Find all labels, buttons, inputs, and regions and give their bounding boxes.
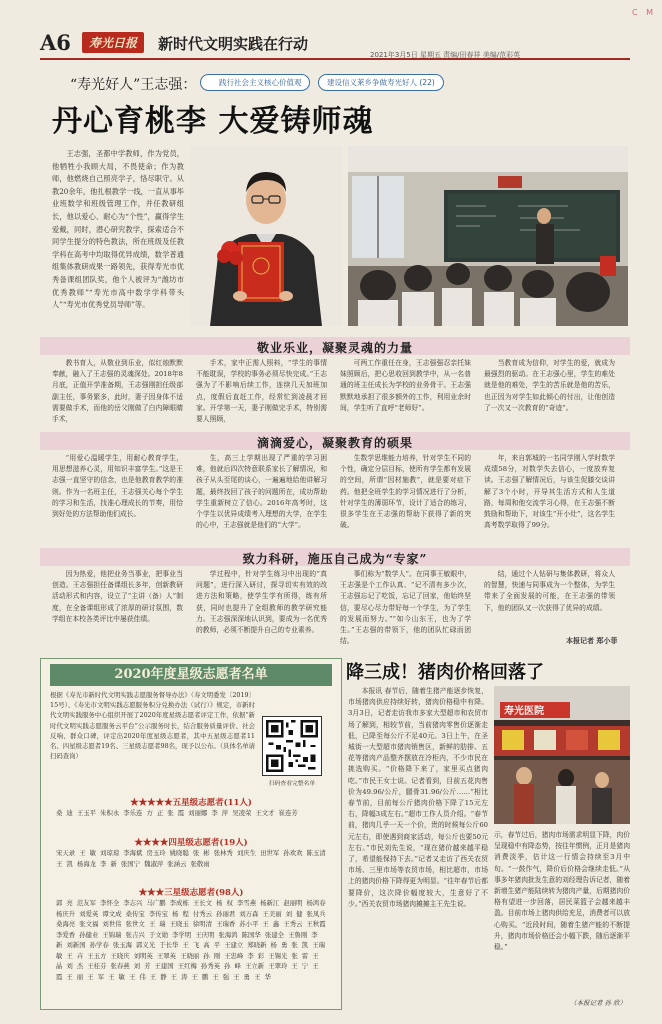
section-2-col-3: 生数学思维能力培养，针对学生不同的个性，确定分层目标，使所有学生都有发展的空间，所谓“因材施教”，就是要对症下药。他把全班学生的学习情况进行了分析，针对学生的薄弱环节，设计了适合的练习，很多学生在王志强的帮助下获得了新的突破。 <box>340 454 471 530</box>
qr-code-graphic <box>266 720 318 772</box>
qr-caption: 扫码查看完整名单 <box>268 781 316 787</box>
section-1-col-2: 手术，家中正需人照料，“学生的事情不能耽误，学校的事务必须尽快完成。”王志强为了不影响后续工作，连续几天加班加点，度假后直赶工作，经常忙到凌晨才回家。开学第一天，妻子刚做完手术，特别需要人照顾， <box>196 359 327 424</box>
qr-code-icon[interactable] <box>262 716 322 776</box>
three-star-names: 郭 亮 范友军 李怀全 李志兴 马广鹏 李成栋 王长文 杨 权 李雪燕 杨新江 赵丽明 杨鸿春 杨庆升 刘爱英 谭文成 桑传宝 李传宝 杨 程 付秀云 孙丽君 刘万森 王美丽 刘 健 张凤兵 桑海亮 张文福 刘世伟 张世文 王 瑞 王晓玉 徐明清 王瑞香 苏小平 王 鑫 王秀云 王秋霞 李爱香 孙健业 王锦瑞 张吉兴 于文勋 李学明 王庆明 张海鸿 陈国华 张建全 王鲁刚 李 新 刘新国 孙学春 张玉海 郭义光 于长华 王 飞 高 平 王建立 郑晓新 杨 勇 张 凯 王瑞敏 王 卉 王玉方 王晓庆 刘明英 王翠英 王晓丽 孙 刚 王忠峰 李 彩 王锡光 张 雷 王 晶 刘 杰 王桂芬 张春燕 刘 芳 王建国 王红梅 孙秀英 孙 峰 王立新 王翠玲 王 宁 王 霞 王 丽 王 军 王 敏 王 伟 王 静 王 涛 王 鹏 王 强 王 勇 王 华 <box>56 899 326 981</box>
column-tag: 践行社会主义核心价值观 <box>200 74 310 91</box>
article-intro: 王志强，圣都中学教师，作为党员，他牺牲小我顾大局，不畏使命；作为教师，他燃烧自己照亮学子，恪尽职守。从教20余年，他扎根教学一线，一直从事毕业班数学和班级管理工作，并任教研组长，他以爱心、耐心为“个性”，赢得学生爱戴，同时，潜心研究教学，探索适合不同学生提分的特色教法，所在班级及任教学科在高考中均取得优异成绩，数学普通组集体教研成果一路领先，获得寿光市优秀备课组团队奖，他个人被评为“潍坊市优秀教师”“寿光市高中数学学科带头人”“寿光市优秀党员导师”等。 <box>52 149 184 310</box>
classroom-illustration <box>348 146 628 326</box>
four-star-heading: ★★★★四星级志愿者(19人) <box>134 838 248 848</box>
store-sign: 寿光医院 <box>504 706 544 717</box>
news-body-left: 本报讯 春节后，随着生猪产能逐步恢复，市场猪肉供应持续好转，猪肉价格稳中有降。3月3日，记者走访我市多家大型超市和农贸市场了解到，相较节前，当前猪肉零售价逐渐走低，已降至每公斤不足40元。3日上午，在圣城街一大型超市猪肉销售区，新鲜的肋排、五花等猪肉产品整齐摆放在冷柜内，不少市民在挑选购买。“价格降下来了，家里买点猪肉吃。”市民王女士说。记者看到，目前五花肉售价为49.96/公斤，腿骨31.96/公斤……“相比春节前，目前每公斤猪肉价格下降了15元左右，降幅3成左右。”超市工作人员介绍。“春节前，猪肉几乎一天一个价，贵的时候每公斤60元左右，即使遇到商家活动，每公斤也要50元左右。”市民刘先生说，“现在猪价越来越平稳了，希望能保持下去。”记者又走访了西关农贸市场、三里市场等农贸市场，相比超市，市场上的猪肉价格下降得更为明显。“往年春节后都要降价，这次降价幅度较大，生意好了不少。”西关农贸市场猪肉摊摊主王先生说。 <box>348 687 488 908</box>
section-3-col-4: 结，通过个人钻研与集体教研，将众人的智慧，快速与同事成为一个整体，为学生带来了全面发展的可能，在王志强的带领下，他的团队又一次获得了优异的成绩。 <box>484 570 615 612</box>
section-title-1: 敬业乐业，凝聚灵魂的力量 <box>256 341 413 355</box>
article-headline: 丹心育桃李 大爱铸师魂 <box>52 104 374 139</box>
five-star-heading: ★★★★★五星级志愿者(11人) <box>130 798 252 808</box>
section-1-col-3: 可两工作重任在身，王志强强忍亲托妹妹照顾后，把心思收回到教学中，从一名普通的班主任成长为学校的业务骨干。王志强默默地承担了很多额外的工作，利用业余时间，学生听了直呼“老师好”。 <box>340 359 471 412</box>
date-line: 2021年3月5日 星期五 责编/田春祥 美编/范彩英 <box>370 51 521 59</box>
page-header <box>40 26 630 60</box>
section-1-col-1: 教书育人，从敬业到乐业，似红烛默默奉献，融入了王志强的灵魂深处。2018年8月底，正值开学准备期，王志强刚担任级部副主任，事务繁多，此时，妻子因身体不适需要做手术，而他的岳父刚做了白内障眼睛手术， <box>52 359 183 424</box>
four-star-names: 宋天录 王 敏 刘琼琼 李海斌 房玉玲 姚晓聪 张 彬 张林秀 刘庆生 田世军 孙欢欢 陈玉清 王 凯 杨海龙 李 新 张国宁 魏淑萍 张涵云 张敬雨 <box>56 849 326 868</box>
reporter-byline: 本报记者 郑小菲 <box>566 636 618 645</box>
news-headline: 降三成！猪肉价格回落了 <box>346 662 544 683</box>
article-kicker: “寿光好人”王志强： <box>70 77 197 93</box>
section-2-col-4: 年，来自郭城的一名同学刚入学时数学成绩58分，对数学失去信心，一度放弃复读。王志强了解情况后，与该生促膝交谈讲解了3个小时，开导其生活方式和人生道路，每周和他交流学习心得，在王志强不断鼓励和帮助下，对该生“开小灶”，这名学生高考数学取得了99分。 <box>484 454 615 530</box>
page-number: A6 <box>40 30 71 55</box>
market-photo <box>494 686 630 824</box>
volunteer-notice: 根据《寿光市新时代文明实践志愿服务督导办法》（寿文明委发〔2019〕15号）、《寿光市文明实践志愿服务积分兑换办法（试行）》规定，市新时代文明实践服务中心组织开展了2020年度星级志愿者评定工作，依据“新时代文明实践志愿服务云平台”公示服务时长，结合服务质量评价、社会反响、群众口碑，评定出2020年度星级志愿者，其中五星级志愿者11名、四星级志愿者19名、三星级志愿者98名，现予以公布。（具体名单请扫码查询） <box>50 691 255 761</box>
classroom-photo <box>348 146 628 326</box>
section-title-3: 致力科研，施压自己成为“专家” <box>242 552 428 566</box>
section-title-2: 滴滴爱心，凝聚教育的硕果 <box>256 436 413 450</box>
section-2-col-2: 生，高三上学期出现了严重的学习困难，他就后四次特意联系家长了解情况，和孩子从头至尾的谈心，一遍遍地给他讲解习题，最终找回了孩子的问题所在，成功帮助学生重新树立了信心。2016年高考时，这个学生以优异成绩考入理想的大学，在学生的心中，王志强就是他们的“大学”。 <box>196 454 327 530</box>
section-band-2 <box>40 432 630 450</box>
portrait-photo <box>190 146 342 326</box>
section-3-col-1: 因为热爱，他把业务当事业，把事业当创造。王志强担任备课组长多年，创新教研活动形式和内容，设立了“主讲（备）人”制度，在全备课组形成了浓厚的研讨氛围，数学组在本校各类评比中屡获佳绩。 <box>52 570 183 623</box>
color-mark: C M <box>631 8 656 17</box>
volunteer-list-title: 2020年度星级志愿者名单 <box>50 664 332 686</box>
five-star-names: 桑 迪 王玉平 朱积永 李乐连 方 正 张 霞 刘丽娜 李 萍 吴凌荣 王文才 崔连芳 <box>56 809 298 817</box>
section-band-1 <box>40 337 630 355</box>
paper-logo: 寿光日报 <box>82 32 144 53</box>
section-band-3 <box>40 548 630 566</box>
news-byline: （本报记者 孙 欣） <box>570 999 627 1007</box>
series-tag: 建设信义莱乡争做寿光好人 (22) <box>318 74 444 91</box>
section-2-col-1: “用爱心温暖学生，用耐心教育学生，用思想滋养心灵，用知识丰富学生。”这是王志强一直坚守的信念，也是他教育教学的准则。作为一名班主任，王志强关心每个学生的学习和生活，找准心理成长的节奏，用恰到好处的方法帮助他们成长。 <box>52 454 183 519</box>
news-body-right: 示，春节过后，猪肉市场需求明显下降，肉价呈现稳中有降态势，按往年惯例，正月是猪肉消费淡季，估计这一行情会持续至3月中旬。“一鼓作气，降价后价格会继续走低。”从事多年猪肉批发生意的刘经理告诉记者，随着新增生猪产能陆续转为猪肉产量，后期猪肉价格有望进一步回落，居民菜篮子会越来越丰盈。目前市场上猪肉供给充足，消费者可以放心购买。“近段时间，随着生猪产能的不断提升，猪肉市场价格还会小幅下跌，随后逐渐平稳。” <box>494 831 630 952</box>
section-3-col-2: 学过程中，针对学生练习中出现的“真问题”，进行深入研讨，探寻切实有效的改进方法和策略，使学生学有所得，练有所获，同时也提升了全组教师的教学研究能力。王志强深深地认识到，要成为一名优秀的教师，必须不断提升自己的专业素养。 <box>196 570 327 635</box>
three-star-heading: ★★★三星级志愿者(98人) <box>138 888 244 898</box>
section-3-col-3: 事们称为“数学人”。在同事王敏眼中，王志强是个工作认真、“记不清有多少次，王志强忘记了吃饭，忘记了回家，他始终坚信，要尽心尽力带好每一个学生，为了学生的发展而努力。”“如今山东王，也为了学生。”王志强的带领下，他的团队忙碌而团结。 <box>340 570 471 645</box>
market-illustration <box>494 686 630 824</box>
portrait-illustration <box>190 146 342 326</box>
section-1-col-4: 当教育成为信仰，对学生的爱，就成为最强烈的驱动。在王志强心里，学生的难处就是他的难处，学生的苦乐就是他的苦乐，也正因为对学生如此倾心的付出，让他创造了一次又一次教育的“奇迹”。 <box>484 359 615 412</box>
section-title: 新时代文明实践在行动 <box>158 35 309 53</box>
